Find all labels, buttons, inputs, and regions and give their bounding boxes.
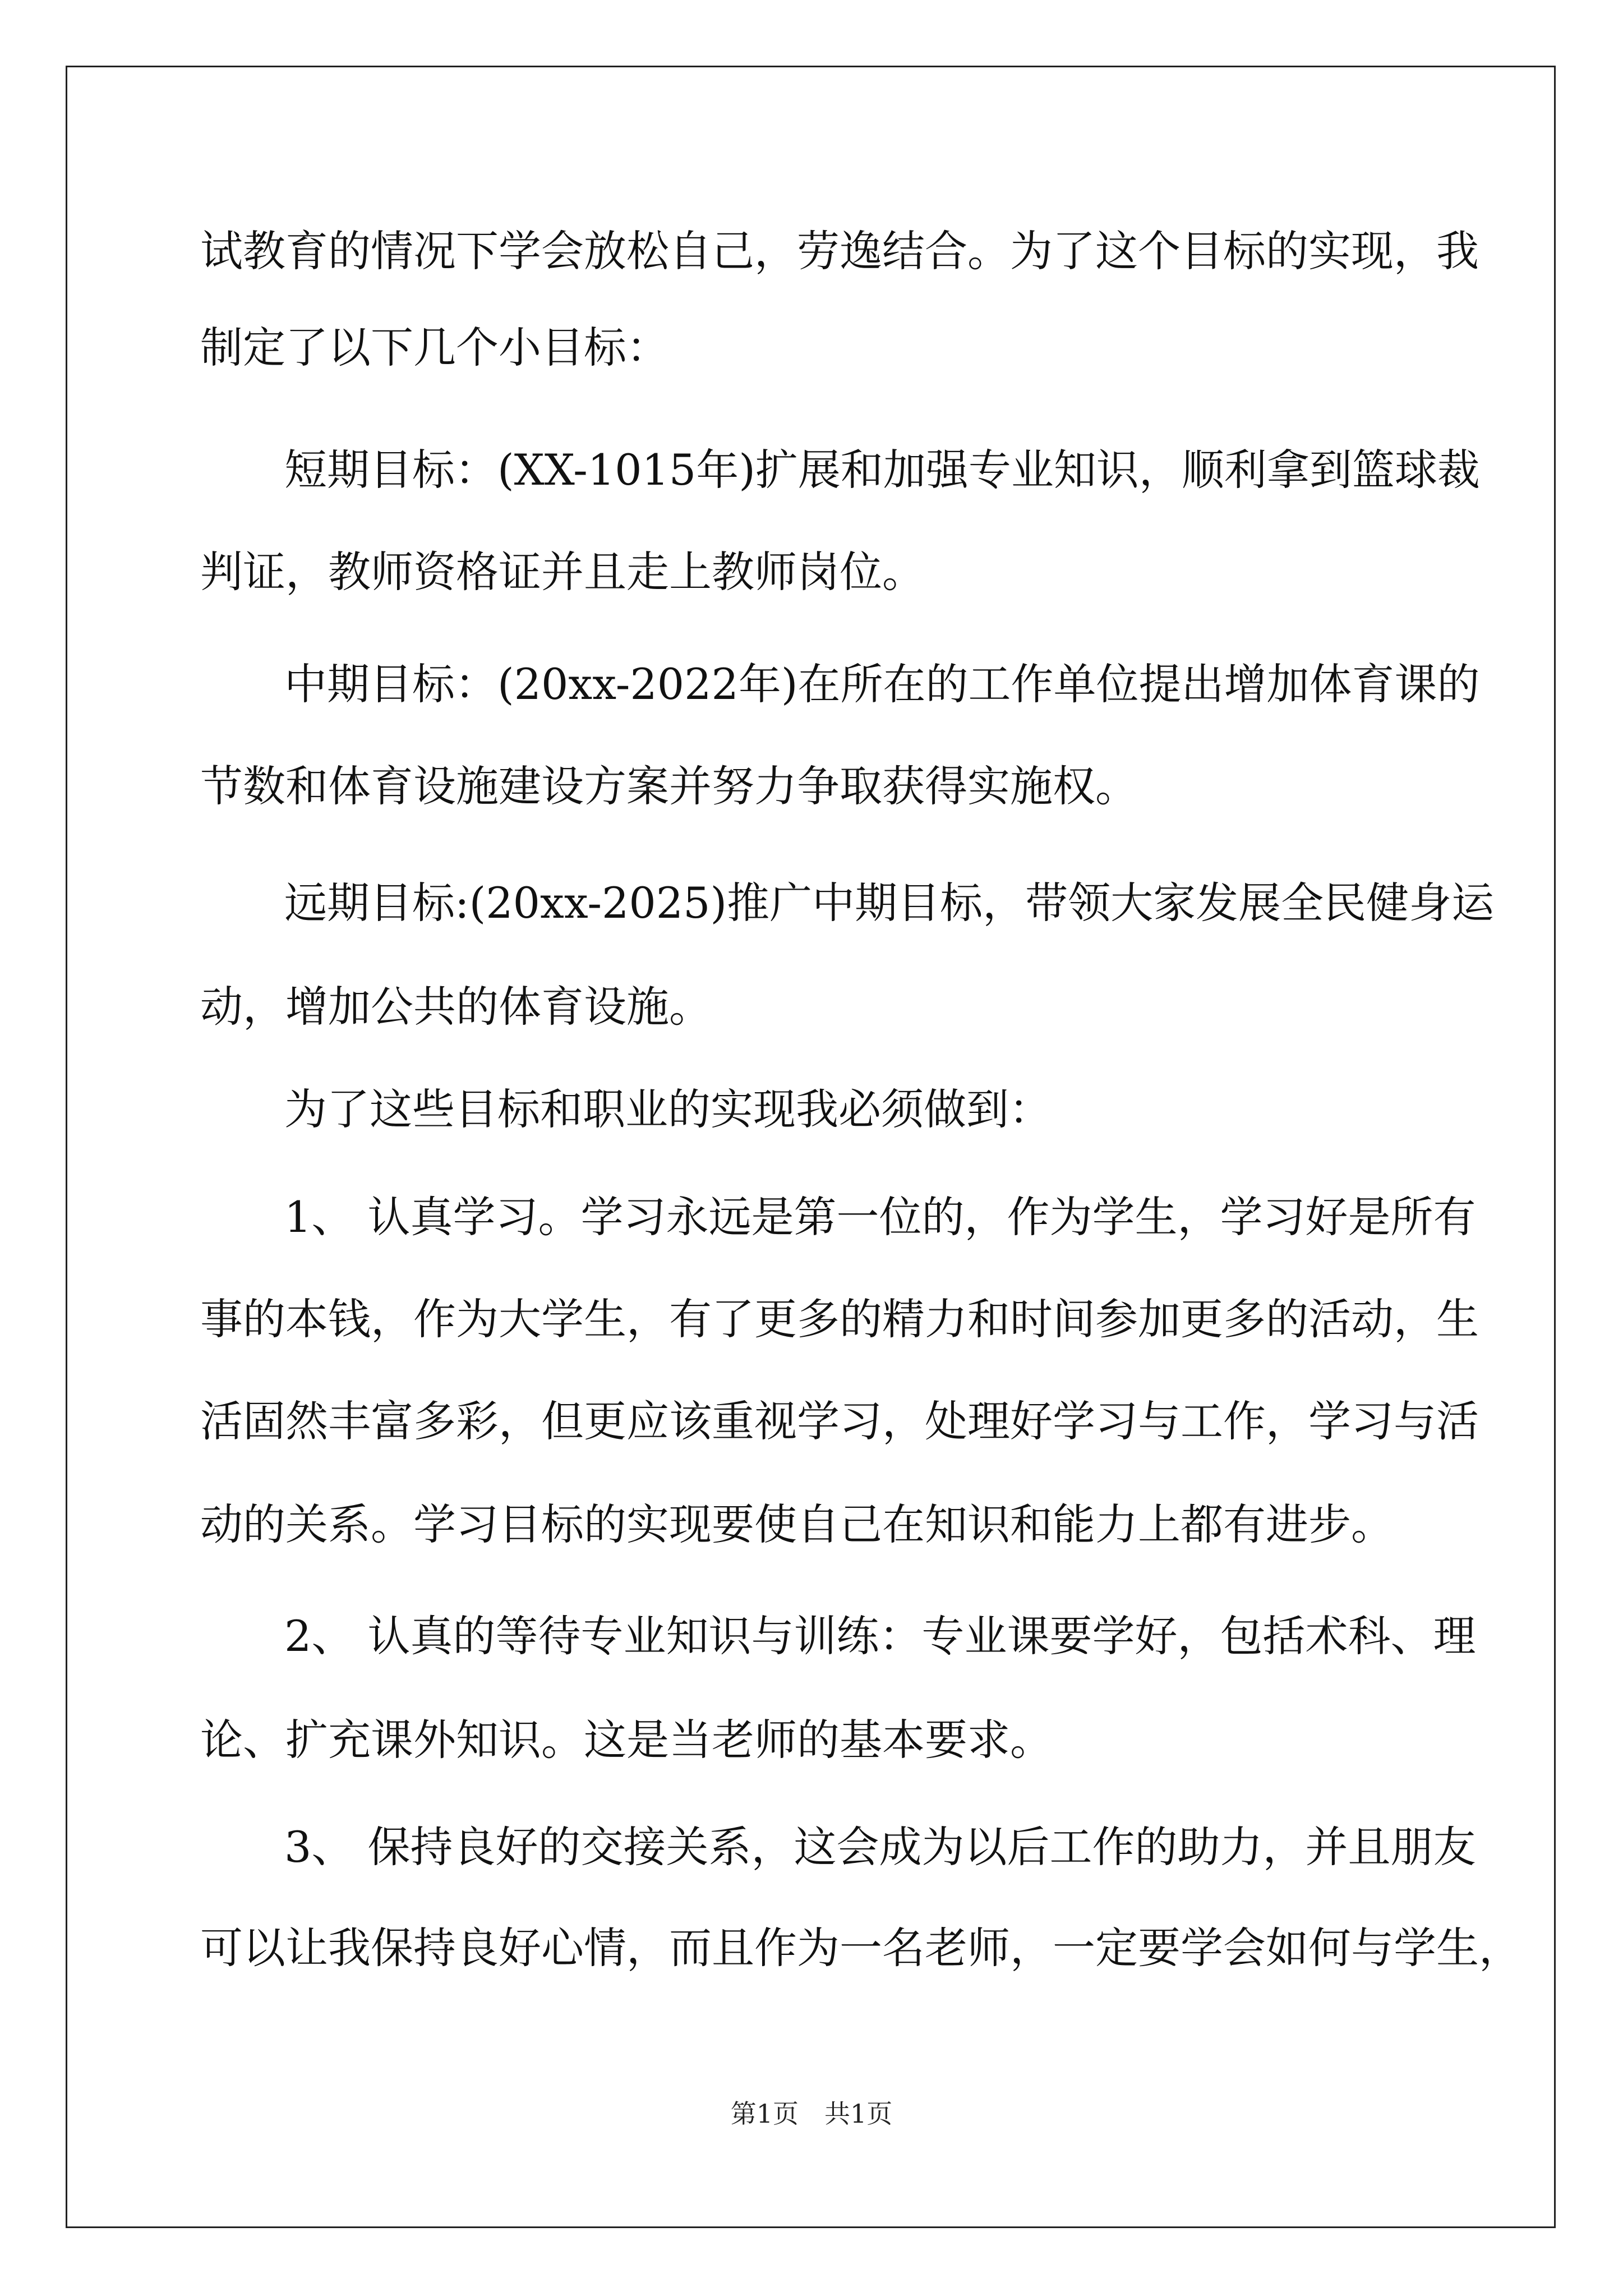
text-line: 中期目标：(20xx-2022年)在所在的工作单位提出增加体育课的: [284, 659, 1480, 709]
text-line: 事的本钱，作为大学生，有了更多的精力和时间参加更多的活动，生: [200, 1294, 1479, 1344]
text-line: 远期目标:(20xx-2025)推广中期目标，带领大家发展全民健身运: [284, 878, 1495, 928]
text-line: 制定了以下几个小目标：: [200, 323, 669, 372]
text-line: 活固然丰富多彩，但更应该重视学习，处理好学习与工作，学习与活: [200, 1396, 1479, 1446]
text-line: 3、 保持良好的交接关系，这会成为以后工作的助力，并且朋友: [284, 1822, 1476, 1872]
text-line: 1、 认真学习。学习永远是第一位的，作为学生，学习好是所有: [284, 1192, 1476, 1242]
text-line: 论、扩充课外知识。这是当老师的基本要求。: [200, 1715, 1053, 1765]
page-number: 第1页 共1页: [730, 2099, 893, 2129]
text-line: 短期目标：(XX-1015年)扩展和加强专业知识，顺利拿到篮球裁: [284, 445, 1480, 495]
text-line: 判证，教师资格证并且走上教师岗位。: [200, 547, 925, 597]
text-line: 2、 认真的等待专业知识与训练：专业课要学好，包括术科、理: [284, 1611, 1476, 1661]
text-line: 试教育的情况下学会放松自己，劳逸结合。为了这个目标的实现，我: [200, 226, 1479, 276]
page-footer: [0, 2097, 1623, 2131]
text-line: 为了这些目标和职业的实现我必须做到：: [284, 1084, 1052, 1134]
text-line: 可以让我保持良好心情，而且作为一名老师，一定要学会如何与学生，: [200, 1923, 1521, 1973]
text-line: 动的关系。学习目标的实现要使自己在知识和能力上都有进步。: [200, 1499, 1394, 1549]
text-line: 动，增加公共的体育设施。: [200, 982, 712, 1032]
text-line: 节数和体育设施建设方案并努力争取获得实施权。: [200, 761, 1138, 811]
page-frame: [66, 66, 1556, 2228]
